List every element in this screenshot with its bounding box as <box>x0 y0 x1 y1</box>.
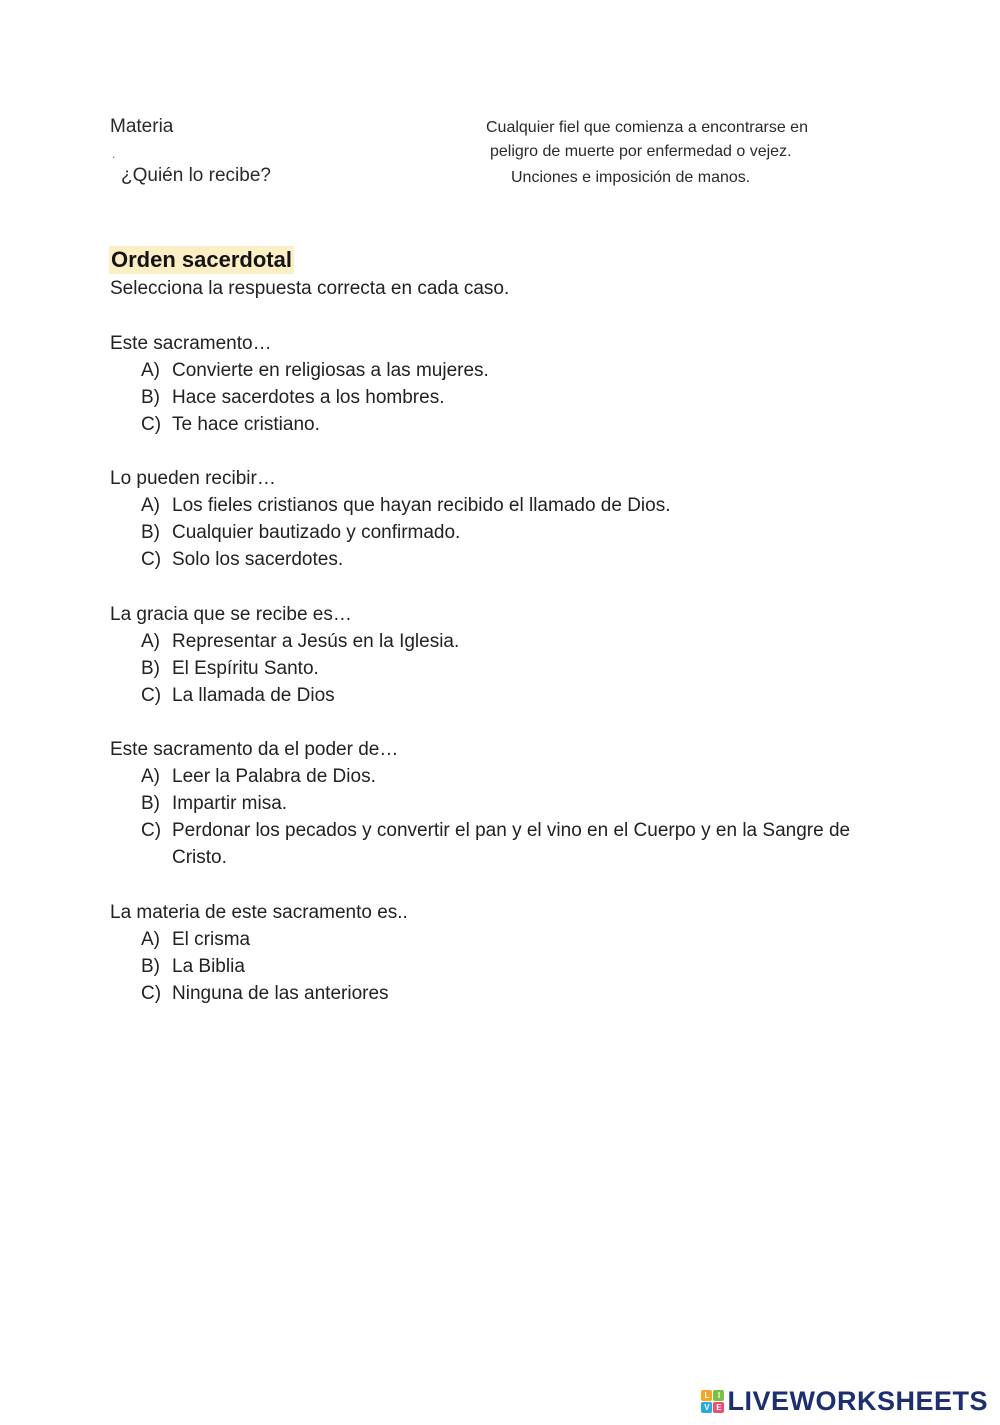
option-letter: B) <box>141 387 160 408</box>
option-letter: A) <box>141 929 160 950</box>
logo-mark-tile: V <box>701 1402 712 1413</box>
question-text: La gracia que se recibe es… <box>110 604 352 625</box>
option-b[interactable] <box>110 953 910 980</box>
option-c[interactable] <box>110 682 910 709</box>
materia-label: Materia <box>110 116 174 137</box>
option-letter: C) <box>141 820 162 841</box>
option-b[interactable] <box>110 519 910 546</box>
option-text: La llamada de Dios <box>172 685 335 706</box>
option-text: Convierte en religiosas a las mujeres. <box>172 360 489 381</box>
answer-line-1: Cualquier fiel que comienza a encontrarse en <box>486 119 808 136</box>
option-text: Hace sacerdotes a los hombres. <box>172 387 445 408</box>
option-a[interactable] <box>110 492 910 519</box>
answer-line-3: Unciones e imposición de manos. <box>511 169 751 186</box>
options-list <box>110 926 910 1007</box>
question-4 <box>110 736 910 871</box>
answer-line-2: peligro de muerte por enfermedad o vejez. <box>490 143 792 160</box>
option-text: Los fieles cristianos que hayan recibido el llamado de Dios. <box>172 495 671 516</box>
option-text: El Espíritu Santo. <box>172 658 319 679</box>
options-list <box>110 763 910 871</box>
options-list <box>110 492 910 573</box>
option-text: El crisma <box>172 929 251 950</box>
option-a[interactable] <box>110 628 910 655</box>
option-letter: B) <box>141 522 160 543</box>
question-text: Lo pueden recibir… <box>110 468 276 489</box>
option-text: Solo los sacerdotes. <box>172 549 344 570</box>
option-text: Perdonar los pecados y convertir el pan y el vino en el Cuerpo y en la Sangre de Cristo. <box>172 820 851 868</box>
option-c[interactable] <box>110 546 910 573</box>
option-letter: C) <box>141 983 162 1004</box>
separator-dot: . <box>112 147 116 161</box>
instructions: Selecciona la respuesta correcta en cada caso. <box>110 278 510 299</box>
option-letter: A) <box>141 766 160 787</box>
option-letter: C) <box>141 685 162 706</box>
option-letter: A) <box>141 631 160 652</box>
logo-text: LIVEWORKSHEETS <box>727 1386 988 1416</box>
option-letter: C) <box>141 549 162 570</box>
options-list <box>110 357 910 438</box>
option-text: Te hace cristiano. <box>172 414 320 435</box>
logo-mark-tile: E <box>713 1402 724 1413</box>
option-b[interactable] <box>110 384 910 411</box>
option-text: Cualquier bautizado y confirmado. <box>172 522 461 543</box>
logo-mark-tile: L <box>701 1390 712 1401</box>
liveworksheets-logo <box>701 1386 988 1417</box>
option-a[interactable] <box>110 926 910 953</box>
option-text: Leer la Palabra de Dios. <box>172 766 376 787</box>
question-text: Este sacramento da el poder de… <box>110 739 399 760</box>
option-b[interactable] <box>110 790 910 817</box>
question-text: La materia de este sacramento es.. <box>110 902 408 923</box>
question-text: Este sacramento… <box>110 333 272 354</box>
option-letter: A) <box>141 360 160 381</box>
question-1 <box>110 330 910 438</box>
question-5 <box>110 899 910 1007</box>
logo-mark-tile: I <box>713 1390 724 1401</box>
question-2 <box>110 465 910 573</box>
option-text: Impartir misa. <box>172 793 288 814</box>
option-text: La Biblia <box>172 956 245 977</box>
option-a[interactable] <box>110 763 910 790</box>
options-list <box>110 628 910 709</box>
quien-lo-recibe-label: ¿Quién lo recibe? <box>121 165 271 186</box>
option-c[interactable] <box>110 980 910 1007</box>
option-letter: B) <box>141 793 160 814</box>
option-letter: B) <box>141 658 160 679</box>
option-letter: C) <box>141 414 162 435</box>
option-text: Representar a Jesús en la Iglesia. <box>172 631 460 652</box>
option-letter: A) <box>141 495 160 516</box>
question-3 <box>110 601 910 709</box>
option-c[interactable] <box>110 817 910 871</box>
option-c[interactable] <box>110 411 910 438</box>
logo-mark-icon <box>701 1390 724 1413</box>
option-letter: B) <box>141 956 160 977</box>
option-a[interactable] <box>110 357 910 384</box>
option-b[interactable] <box>110 655 910 682</box>
option-text: Ninguna de las anteriores <box>172 983 389 1004</box>
section-title: Orden sacerdotal <box>111 247 292 272</box>
